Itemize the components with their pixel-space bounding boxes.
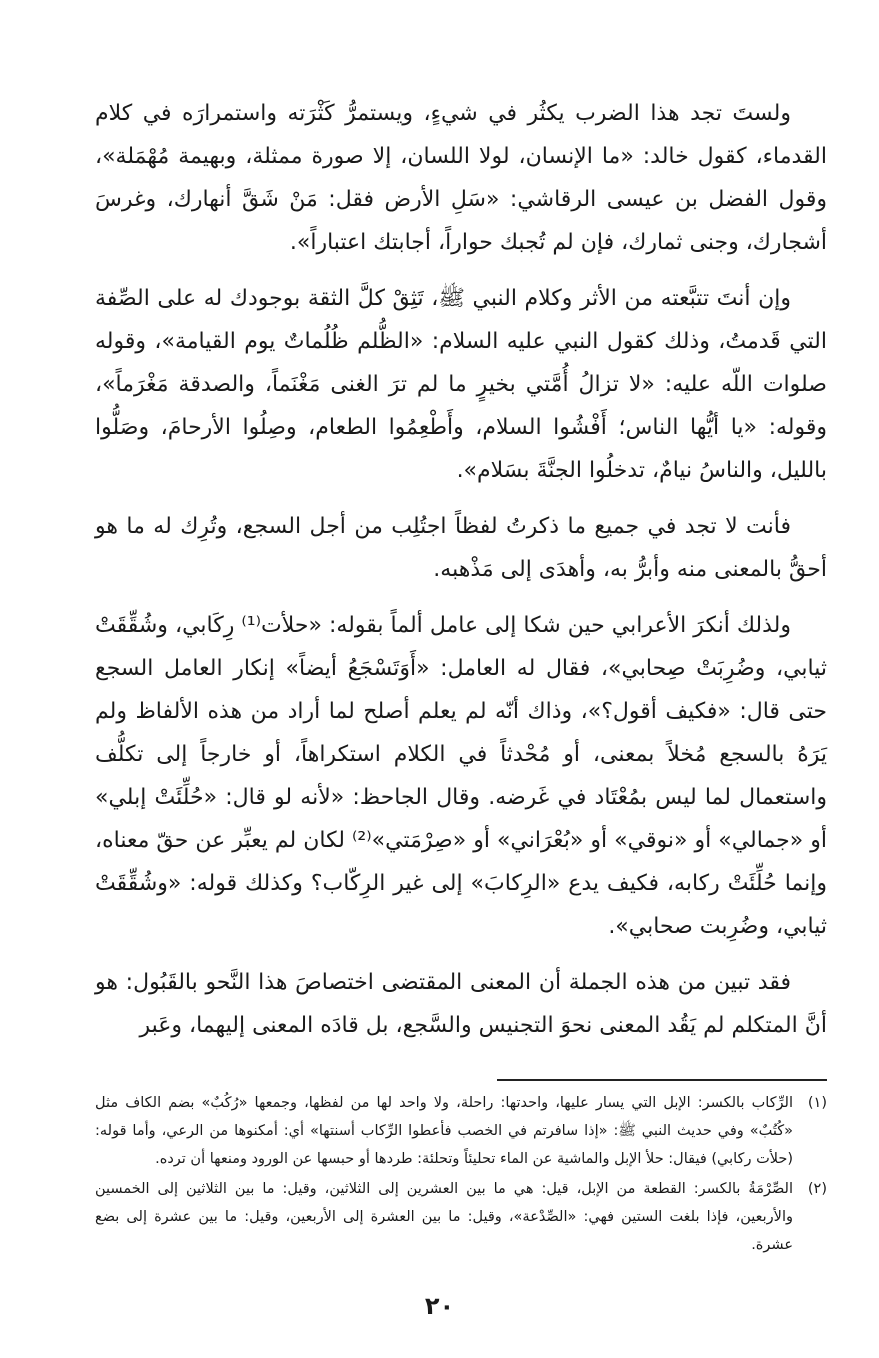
footnote-text: الرِّكاب بالكسر: الإبل التي يسار عليها، واحدتها: راحلة، ولا واحد لها من لفظها، وجمعها «رُكُبٌ» بضم الكاف مثل «كُتُبٌ» وفي حديث النبي ﷺ: «إذا سافرتم في الخصب فأعطوا الرِّكاب أسنتها» أي: أمكنوها من الرعي، وأما قوله: (حلأت ركابي) فيقال: حلأ الإبل والماشية عن الماء تحليئاً وتحلئة: طردها أو حبسها عن الورود ومنعها أن ترده. [95,1095,793,1167]
footnote-separator [497,1079,827,1081]
page-number: ٢٠ [424,1292,455,1320]
footnote-1 [95,1089,827,1173]
footnote-2 [95,1175,827,1259]
paragraph: ولستَ تجد هذا الضرب يكثُر في شيءٍ، ويستمرُّ كَثْرَته واستمرارَه في كلام القدماء، كقول خالد: «ما الإنسان، لولا اللسان، إلا صورة ممثلة، وبهيمة مُهْمَلة»، وقول الفضل بن عيسى الرقاشي: «سَلِ الأرض فقل: مَنْ شَقَّ أنهارك، وغرسَ أشجارك، وجنى ثمارك، فإن لم تُجبك حواراً، أجابتك اعتباراً». [95,101,827,255]
footnote-text: الصِّرْمَةُ بالكسر: القطعة من الإبل، قيل: هي ما بين العشرين إلى الثلاثين، وقيل: ما بين الثلاثين إلى الخمسين والأربعين، فإذا بلغت الستين فهي: «الصِّدْعة»، وقيل: ما بين العشرة إلى الأربعين، وقيل: ما بين عشرة إلى بضع عشرة. [95,1181,793,1253]
page-body [95,92,827,1261]
paragraph: ولذلك أنكرَ الأعرابي حين شكا إلى عامل ألماً بقوله: «حلأت⁽¹⁾ رِكَابي، وشُقِّقَتْ ثيابي، وضُرِبَتْ صِحابي»، فقال له العامل: «أَوَتَسْجَعُ أيضاً» إنكار العامل السجع حتى قال: «فكيف أقول؟»، وذاك أنّه لم يعلم أصلح لما أراد من هذه الألفاظ ولم يَرَهُ بالسجع مُخلاً بمعنى، أو مُحْدثاً في الكلام استكراهاً، أو خارجاً إلى تكلُّف واستعمال لما ليس بمُعْتَاد في غَرضه. وقال الجاحظ: «لأنه لو قال: «حُلِّئَتْ إبلي» أو «جمالي» أو «نوقي» أو «بُعْرَاني» أو «صِرْمَتي»⁽²⁾ لكان لم يعبِّر عن حقّ معناه، وإنما حُلِّئَتْ ركابه، فكيف يدع «الرِكابَ» إلى غير الرِكّاب؟ وكذلك قوله: «وشُقِّقَتْ ثيابي، وضُرِبت صحابي». [95,613,827,939]
paragraph: فأنت لا تجد في جميع ما ذكرتُ لفظاً اجتُلِب من أجل السجع، وتُرِك له ما هو أحقُّ بالمعنى منه وأبرُّ به، وأهدَى إلى مَذْهبه. [95,514,827,582]
footnote-number: (٢) [807,1181,827,1197]
footnote-number: (١) [807,1095,827,1111]
paragraph: وإن أنتَ تتبَّعته من الأثر وكلام النبي ﷺ، تَثِقْ كلَّ الثقة بوجودك له على الصِّفة التي قَدمتُ، وذلك كقول النبي عليه السلام: «الظُّلم ظُلُماتٌ يوم القيامة»، وقوله صلوات اللّه عليه: «لا تزالُ أُمَّتي بخيرٍ ما لم ترَ الغنى مَغْنَماً، والصدقة مَغْرَماً»، وقوله: «يا أيُّها الناس؛ أَفْشُوا السلام، وأَطْعِمُوا الطعام، وصِلُوا الأرحامَ، وصَلُّوا بالليل، والناسُ نيامٌ، تدخلُوا الجنَّةَ بسَلام». [95,286,827,483]
paragraph: فقد تبين من هذه الجملة أن المعنى المقتضى اختصاصَ هذا النَّحو بالقَبُول: هو أنَّ المتكلم لم يَقُد المعنى نحوَ التجنيس والسَّجع، بل قادَه المعنى إليهما، وعَبر [95,970,827,1038]
